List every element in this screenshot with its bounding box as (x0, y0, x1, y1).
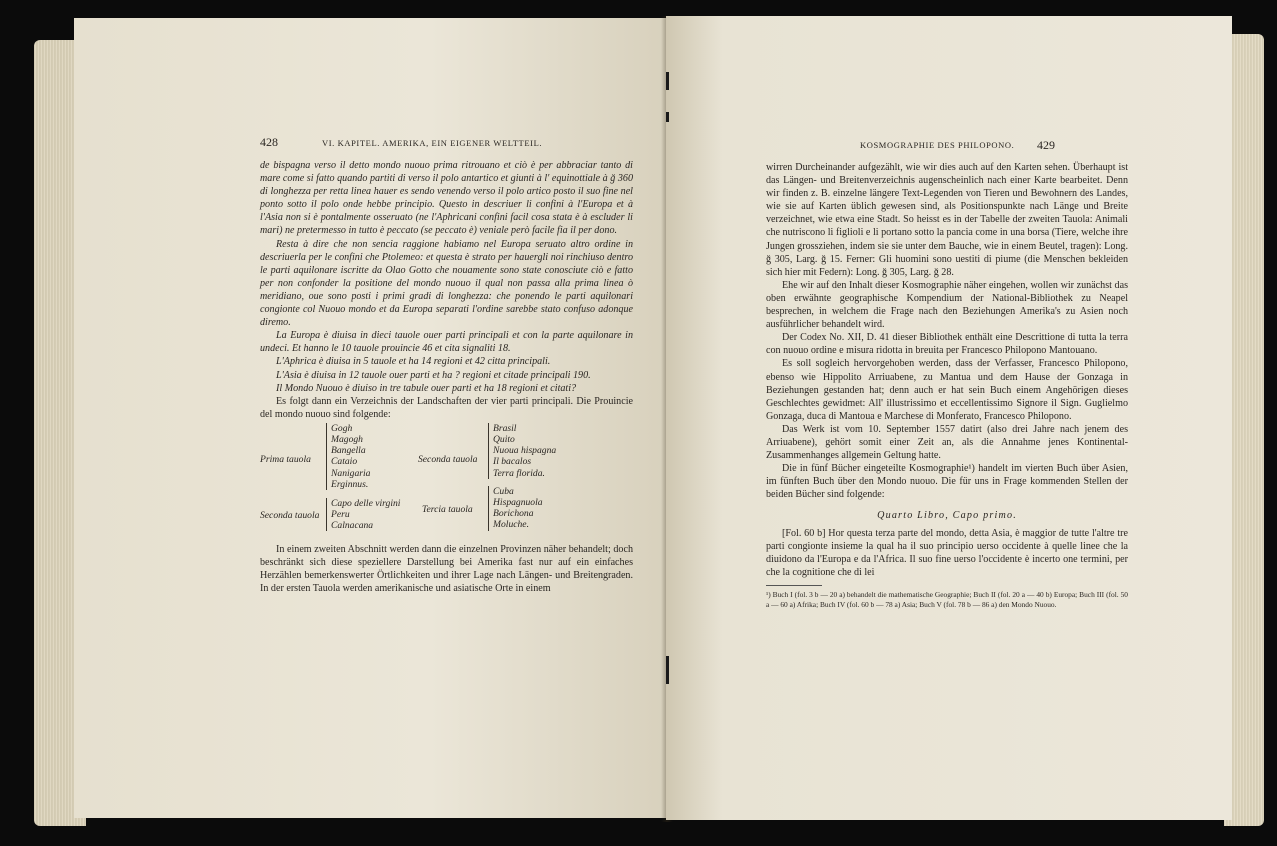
table-column (488, 423, 593, 479)
right-page-number: 429 (1037, 138, 1055, 152)
list-item: Magogh (331, 434, 363, 446)
paragraph: wirren Durcheinander aufgezählt, wie wir dies auch auf den Karten sehen. Überhaupt ist das Längen- und Breitenverzeichnis augenscheinlich nach einer Karte bearbeitet. Denn wir finden z. B. einzelne längere Text-Legenden von Tieren und Bewohnern des Landes, wie sie auf Karten üblich gewesen sind, als Positionspunkte nach Länge und Breite verzeichnet, wie etwa eine Stadt. So heisst es in der Tabelle der zweiten Tauola: Animali che nutriscono li figlioli e li portano sotto la pancia come in una borsa (Tiere, welche ihre Jungen grossziehen, indem sie sie unter dem Bauche, wie in einem Beutel, tragen): Long. ğ 305, Larg. ğ 15. Ferner: Gli huomini sono uestiti di piume (die Menschen bekleiden sich hier mit Federn): Long. ğ 305, Larg. ğ 28. (766, 162, 1128, 278)
right-page (666, 16, 1232, 820)
paragraph: La Europa è diuisa in dieci tauole ouer parti principali et con la parte aquilonare in undeci. Et hanno le 10 tauole prouincie 46 et cita signaliti 18. (260, 330, 633, 355)
paragraph: Ehe wir auf den Inhalt dieser Kosmographie näher eingehen, wollen wir zunächst das oben erwähnte geographische Kompendium der National-Bibliothek zu Neapel besprechen, in welchem die Frage nach den Beziehungen Amerika's zu Asien noch ausführlicher behandelt wird. (766, 279, 1128, 331)
list-item: Cuba (493, 485, 514, 497)
table-label: Tercia tauola (422, 503, 473, 515)
list-item: Moluche. (493, 519, 529, 531)
list-item: Calnacana (331, 520, 374, 532)
table-column (488, 486, 593, 531)
list-item: Quito (493, 434, 515, 446)
list-item: Bangella (331, 445, 366, 457)
paragraph: L'Aphrica è diuisa in 5 tauole et ha 14 regioni et 42 citta principali. (276, 356, 551, 368)
left-page-number: 428 (260, 135, 278, 149)
paragraph: Das Werk ist vom 10. September 1557 datirt (also drei Jahre nach jenem des Arriuabene), gehört somit einer Zeit an, als die Annahme jenes Kontinental-Zusammenhanges allgemein Geltung hatte. (766, 423, 1128, 462)
paragraph: Es soll sogleich hervorgehoben werden, dass der Verfasser, Francesco Philopono, ebenso wie Hippolito Arriuabene, zu Mantua und dem Hause der Gonzaga in Beziehungen gestanden hat; denn auch er hat sein Buch einem Angehörigen dieses Geschlechtes gewidmet: All' illustrissimo et eccellentissimo Signore il Sign. Guglielmo Gonzaga, duca di Mantoua e Marchese di Monferato, Francesco Philopono. (766, 358, 1128, 422)
table-label: Seconda tauola (418, 453, 478, 465)
paragraph: L'Asia è diuisa in 12 tauole ouer parti et ha ? regioni et citade principali 190. (276, 369, 591, 381)
list-item: Capo delle virgini (331, 497, 401, 509)
table-label: Prima tauola (260, 453, 311, 465)
table-column (326, 498, 431, 532)
list-item: Brasil (493, 422, 517, 434)
paragraph: Die in fünf Bücher eingeteilte Kosmographie¹) handelt im vierten Buch über Asien, im fünften Buch über den Mondo nuouo. Die für uns in Frage kommenden Stellen der beiden Bücher sind folgende: (766, 463, 1128, 501)
paragraph: de bispagna verso il detto mondo nuouo prima ritrouano et ciò è per abbraciar tanto di mare come si fatto quando partiti di verso il polo antartico et giunti à l' equinottiale à ğ 360 di longhezza per retta linea hauer es sendo venendo verso il polo artico posto il suo fine nel ponto sotto il polo onde hebbe principio. Questo in descriuer li confini à l'Europa et à l'Asia non si è pontalmente osseruato (ne l'Aphricani confini facil cosa stata è à escluder li mari) ne pretermesso in tutto è peccato (se peccato è) veniale però facile fia il per dono. (260, 160, 633, 237)
list-item: Nuoua hispagna (493, 445, 557, 457)
paragraph: Resta à dire che non sencia raggione habiamo nel Europa seruato altro ordine in descriuerla per le confini che Ptolemeo: et questa è strato per hauergli noi rinchiuso dentro le parti aquilonare iscritte da Olao Gotto che nouamente sono state conosciute ciò e fatto per non confonder la positione del mondo nuouo il qual non passa alla prima linea ò meridiano, oue sono posti i primi gradi di longhezza: che ponendo le parti aquilonari congionte col Nuouo mondo et da Europa separati l'ordine sarebbe stato confuso adonque diremo. (260, 238, 633, 329)
section-title: Quarto Libro, Capo primo. (877, 510, 1017, 522)
list-item: Hispagnuola (493, 497, 543, 509)
list-item: Borichona (493, 508, 534, 520)
table-label: Seconda tauola (260, 509, 320, 521)
paragraph: Der Codex No. XII, D. 41 dieser Bibliothek enthält eine Descrittione di tutta la terra con nuouo ordine e misura ridotta in breuita per Francesco Philopono Mantouano. (766, 332, 1128, 357)
right-running-head: KOSMOGRAPHIE DES PHILOPONO. (860, 140, 1015, 150)
margin-mark (666, 112, 669, 122)
left-running-head: VI. KAPITEL. AMERIKA, EIN EIGENER WELTTEIL. (322, 138, 543, 148)
footnote: ¹) Buch I (fol. 3 b — 20 a) behandelt die mathematische Geographie; Buch II (fol. 20 a — 40 b) Europa; Buch III (fol. 50 a — 60 a) Afrika; Buch IV (fol. 60 b — 78 a) Asia; Buch V (fol. 78 b — 86 a) den Mondo Nuouo. (766, 589, 1128, 609)
left-body (260, 159, 633, 595)
list-item: Gogh (331, 422, 353, 434)
list-item: Cataio (331, 456, 358, 468)
list-item: Erginnus. (331, 478, 369, 490)
paragraph: [Fol. 60 b] Hor questa terza parte del mondo, detta Asia, è maggior de tutte l'altre tre parti congionte insieme la qual ha il suo principio uerso occidente à quelle linee che la diuidono da l'Europa e da l'Africa. Il suo fine uerso l'occidente è incerto one termini, per che la cognitione che di lei (766, 527, 1128, 578)
list-item: Nanigaria (331, 467, 371, 479)
left-page (74, 18, 666, 818)
margin-mark (666, 72, 669, 90)
list-item: Terra florida. (493, 467, 545, 479)
list-item: Peru (331, 509, 350, 521)
paragraph: Es folgt dann ein Verzeichnis der Landschaften der vier parti principali. Die Prouincie del mondo nuouo sind folgende: (260, 395, 633, 420)
right-body (766, 161, 1128, 609)
paragraph: In einem zweiten Abschnitt werden dann die einzelnen Provinzen näher behandelt; doch beschränkt sich diese speziellere Darstellung bei Amerika fast nur auf ein einfaches Herzählen bemerkenswerter Örtlichkeiten und ihrer Lage nach Längen- und Breitengraden. In der ersten Tauola werden amerikanische und asiatische Orte in einem (260, 543, 633, 595)
paragraph: Il Mondo Nuouo è diuiso in tre tabule ouer parti et ha 18 regioni et citati? (276, 382, 577, 394)
table-column (326, 423, 423, 490)
list-item: Il bacalos (493, 456, 532, 468)
book (16, 12, 1264, 838)
footnote-rule (766, 585, 822, 586)
margin-mark (666, 656, 669, 684)
province-table (260, 423, 633, 541)
